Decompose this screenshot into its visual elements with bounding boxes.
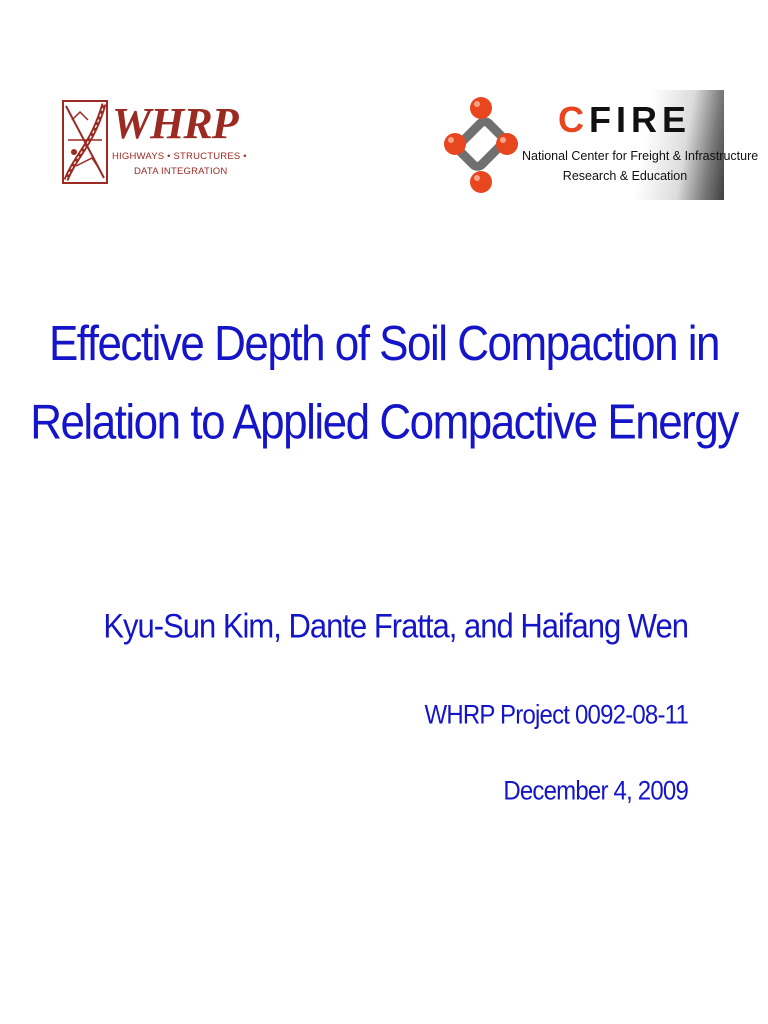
cfire-network-icon (444, 94, 520, 196)
cfire-tagline-line2: Research & Education (562, 169, 688, 183)
presentation-date: December 4, 2009 (503, 776, 688, 807)
whrp-logo (62, 99, 247, 186)
whrp-subtitle-line1: HIGHWAYS • STRUCTURES • (112, 151, 247, 162)
slide-title-line2: Relation to Applied Compactive Energy (30, 394, 738, 450)
cfire-letters-fire: FIRE (589, 99, 692, 140)
project-number: WHRP Project 0092-08-11 (424, 700, 688, 731)
cfire-logo (442, 90, 759, 200)
authors: Kyu-Sun Kim, Dante Fratta, and Haifang Wen (103, 606, 688, 646)
whrp-subtitle-line2: DATA INTEGRATION (134, 166, 228, 177)
slide-title-line1: Effective Depth of Soil Compaction in (48, 316, 720, 372)
cfire-wordmark (558, 99, 692, 140)
cfire-tagline-line1: National Center for Freight & Infrastructure (522, 149, 759, 163)
cfire-letter-c: C (558, 99, 589, 140)
whrp-road-icon (62, 100, 108, 184)
whrp-wordmark: WHRP (112, 99, 238, 148)
slide-title (20, 305, 748, 462)
